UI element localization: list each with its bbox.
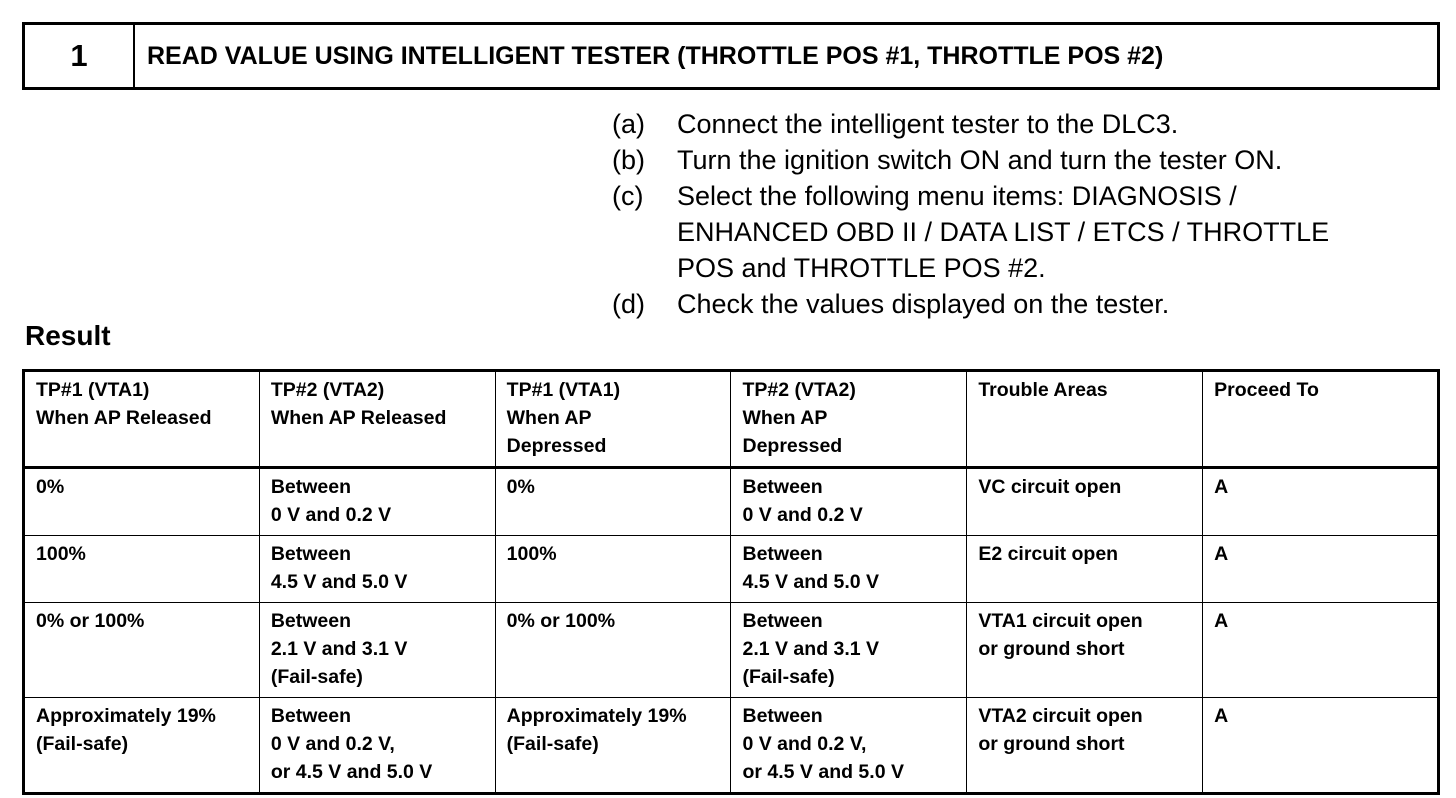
cell-line: 0%	[506, 476, 535, 498]
table-cell	[24, 603, 260, 698]
instruction-item	[612, 142, 1432, 178]
cell-line: or 4.5 V and 5.0 V	[270, 761, 433, 783]
instruction-letter: (a)	[612, 109, 645, 139]
cell-line: Approximately 19%	[36, 705, 216, 727]
cell-line: Between	[742, 705, 823, 727]
table-cell	[259, 468, 495, 536]
cell-line: 0 V and 0.2 V	[742, 504, 863, 526]
cell-line: (Fail-safe)	[36, 733, 129, 755]
result-heading: Result	[25, 320, 111, 351]
cell-line: 4.5 V and 5.0 V	[742, 571, 880, 593]
cell-line: 2.1 V and 3.1 V	[742, 638, 880, 660]
header-line: TP#1 (VTA1)	[36, 379, 150, 401]
column-header	[731, 371, 967, 468]
cell-line: (Fail-safe)	[506, 733, 599, 755]
cell-line: VC circuit open	[978, 476, 1122, 498]
cell-line: 0% or 100%	[506, 610, 616, 632]
cell-line: Between	[270, 705, 352, 727]
table-cell	[967, 536, 1203, 603]
table-cell	[495, 698, 731, 794]
instruction-line: ENHANCED OBD II / DATA LIST / ETCS / THROTTLE	[677, 217, 1330, 247]
header-line: Trouble Areas	[978, 379, 1108, 401]
cell-line: 4.5 V and 5.0 V	[270, 571, 408, 593]
instruction-line: Check the values displayed on the tester.	[677, 289, 1170, 319]
column-header	[495, 371, 731, 468]
cell-line: Between	[742, 610, 823, 632]
instruction-line: POS and THROTTLE POS #2.	[677, 253, 1046, 283]
instruction-line: Select the following menu items: DIAGNOSIS /	[677, 181, 1237, 211]
header-line: When AP	[742, 407, 828, 429]
instruction-list	[612, 106, 1432, 322]
table-cell	[259, 698, 495, 794]
table-cell	[731, 468, 967, 536]
table-cell	[1203, 603, 1439, 698]
cell-line: Approximately 19%	[506, 705, 687, 727]
instruction-item	[612, 286, 1432, 322]
cell-line: Between	[270, 543, 352, 565]
header-line: Proceed To	[1214, 379, 1319, 401]
step-number: 1	[25, 25, 135, 87]
header-line: Depressed	[506, 435, 607, 457]
table-cell	[495, 536, 731, 603]
cell-line: Between	[270, 610, 352, 632]
cell-line: A	[1214, 543, 1229, 565]
cell-line: or 4.5 V and 5.0 V	[742, 761, 904, 783]
cell-line: A	[1214, 610, 1229, 632]
table-row	[24, 698, 1439, 794]
cell-line: 0 V and 0.2 V,	[270, 733, 395, 755]
table-cell	[495, 603, 731, 698]
instruction-letter: (b)	[612, 145, 645, 175]
step-title: READ VALUE USING INTELLIGENT TESTER (THROTTLE POS #1, THROTTLE POS #2)	[147, 41, 1164, 70]
column-header	[24, 371, 260, 468]
table-cell	[259, 536, 495, 603]
table-header-row	[24, 371, 1439, 468]
instruction-line: Connect the intelligent tester to the DLC3.	[677, 109, 1179, 139]
cell-line: 100%	[506, 543, 557, 565]
instruction-line: Turn the ignition switch ON and turn the tester ON.	[677, 145, 1283, 175]
table-row	[24, 603, 1439, 698]
instruction-text	[677, 142, 1432, 178]
table-cell	[967, 468, 1203, 536]
cell-line: 2.1 V and 3.1 V	[270, 638, 408, 660]
cell-line: VTA1 circuit open	[978, 610, 1143, 632]
table-cell	[24, 698, 260, 794]
cell-line: 0 V and 0.2 V,	[742, 733, 867, 755]
cell-line: 100%	[36, 543, 86, 565]
table-cell	[24, 468, 260, 536]
table-cell	[1203, 536, 1439, 603]
table-cell	[24, 536, 260, 603]
cell-line: or ground short	[978, 638, 1125, 660]
cell-line: Between	[742, 543, 823, 565]
instruction-text	[677, 106, 1432, 142]
table-cell	[259, 603, 495, 698]
cell-line: 0% or 100%	[36, 610, 145, 632]
header-line: Depressed	[742, 435, 843, 457]
column-header	[259, 371, 495, 468]
cell-line: (Fail-safe)	[270, 666, 363, 688]
instruction-letter: (c)	[612, 181, 644, 211]
table-row	[24, 536, 1439, 603]
cell-line: Between	[742, 476, 823, 498]
cell-line: 0 V and 0.2 V	[270, 504, 392, 526]
instruction-item	[612, 178, 1432, 286]
cell-line: or ground short	[978, 733, 1125, 755]
header-line: TP#2 (VTA2)	[742, 379, 856, 401]
column-header	[967, 371, 1203, 468]
table-cell	[1203, 698, 1439, 794]
table-cell	[731, 603, 967, 698]
header-line: When AP Released	[270, 407, 447, 429]
header-line: TP#1 (VTA1)	[506, 379, 621, 401]
cell-line: VTA2 circuit open	[978, 705, 1143, 727]
cell-line: A	[1214, 705, 1229, 727]
instruction-letter: (d)	[612, 289, 645, 319]
header-line: When AP	[506, 407, 592, 429]
table-cell	[731, 698, 967, 794]
table-cell	[731, 536, 967, 603]
cell-line: 0%	[36, 476, 65, 498]
instruction-item	[612, 106, 1432, 142]
cell-line: E2 circuit open	[978, 543, 1119, 565]
cell-line: A	[1214, 476, 1229, 498]
instruction-text	[677, 286, 1432, 322]
column-header	[1203, 371, 1439, 468]
cell-line: Between	[270, 476, 352, 498]
result-table	[22, 369, 1440, 795]
table-cell	[1203, 468, 1439, 536]
table-row	[24, 468, 1439, 536]
cell-line: (Fail-safe)	[742, 666, 835, 688]
table-cell	[967, 698, 1203, 794]
instruction-text	[677, 178, 1432, 286]
step-header	[22, 22, 1440, 90]
table-cell	[967, 603, 1203, 698]
header-line: When AP Released	[36, 407, 212, 429]
header-line: TP#2 (VTA2)	[270, 379, 385, 401]
table-cell	[495, 468, 731, 536]
